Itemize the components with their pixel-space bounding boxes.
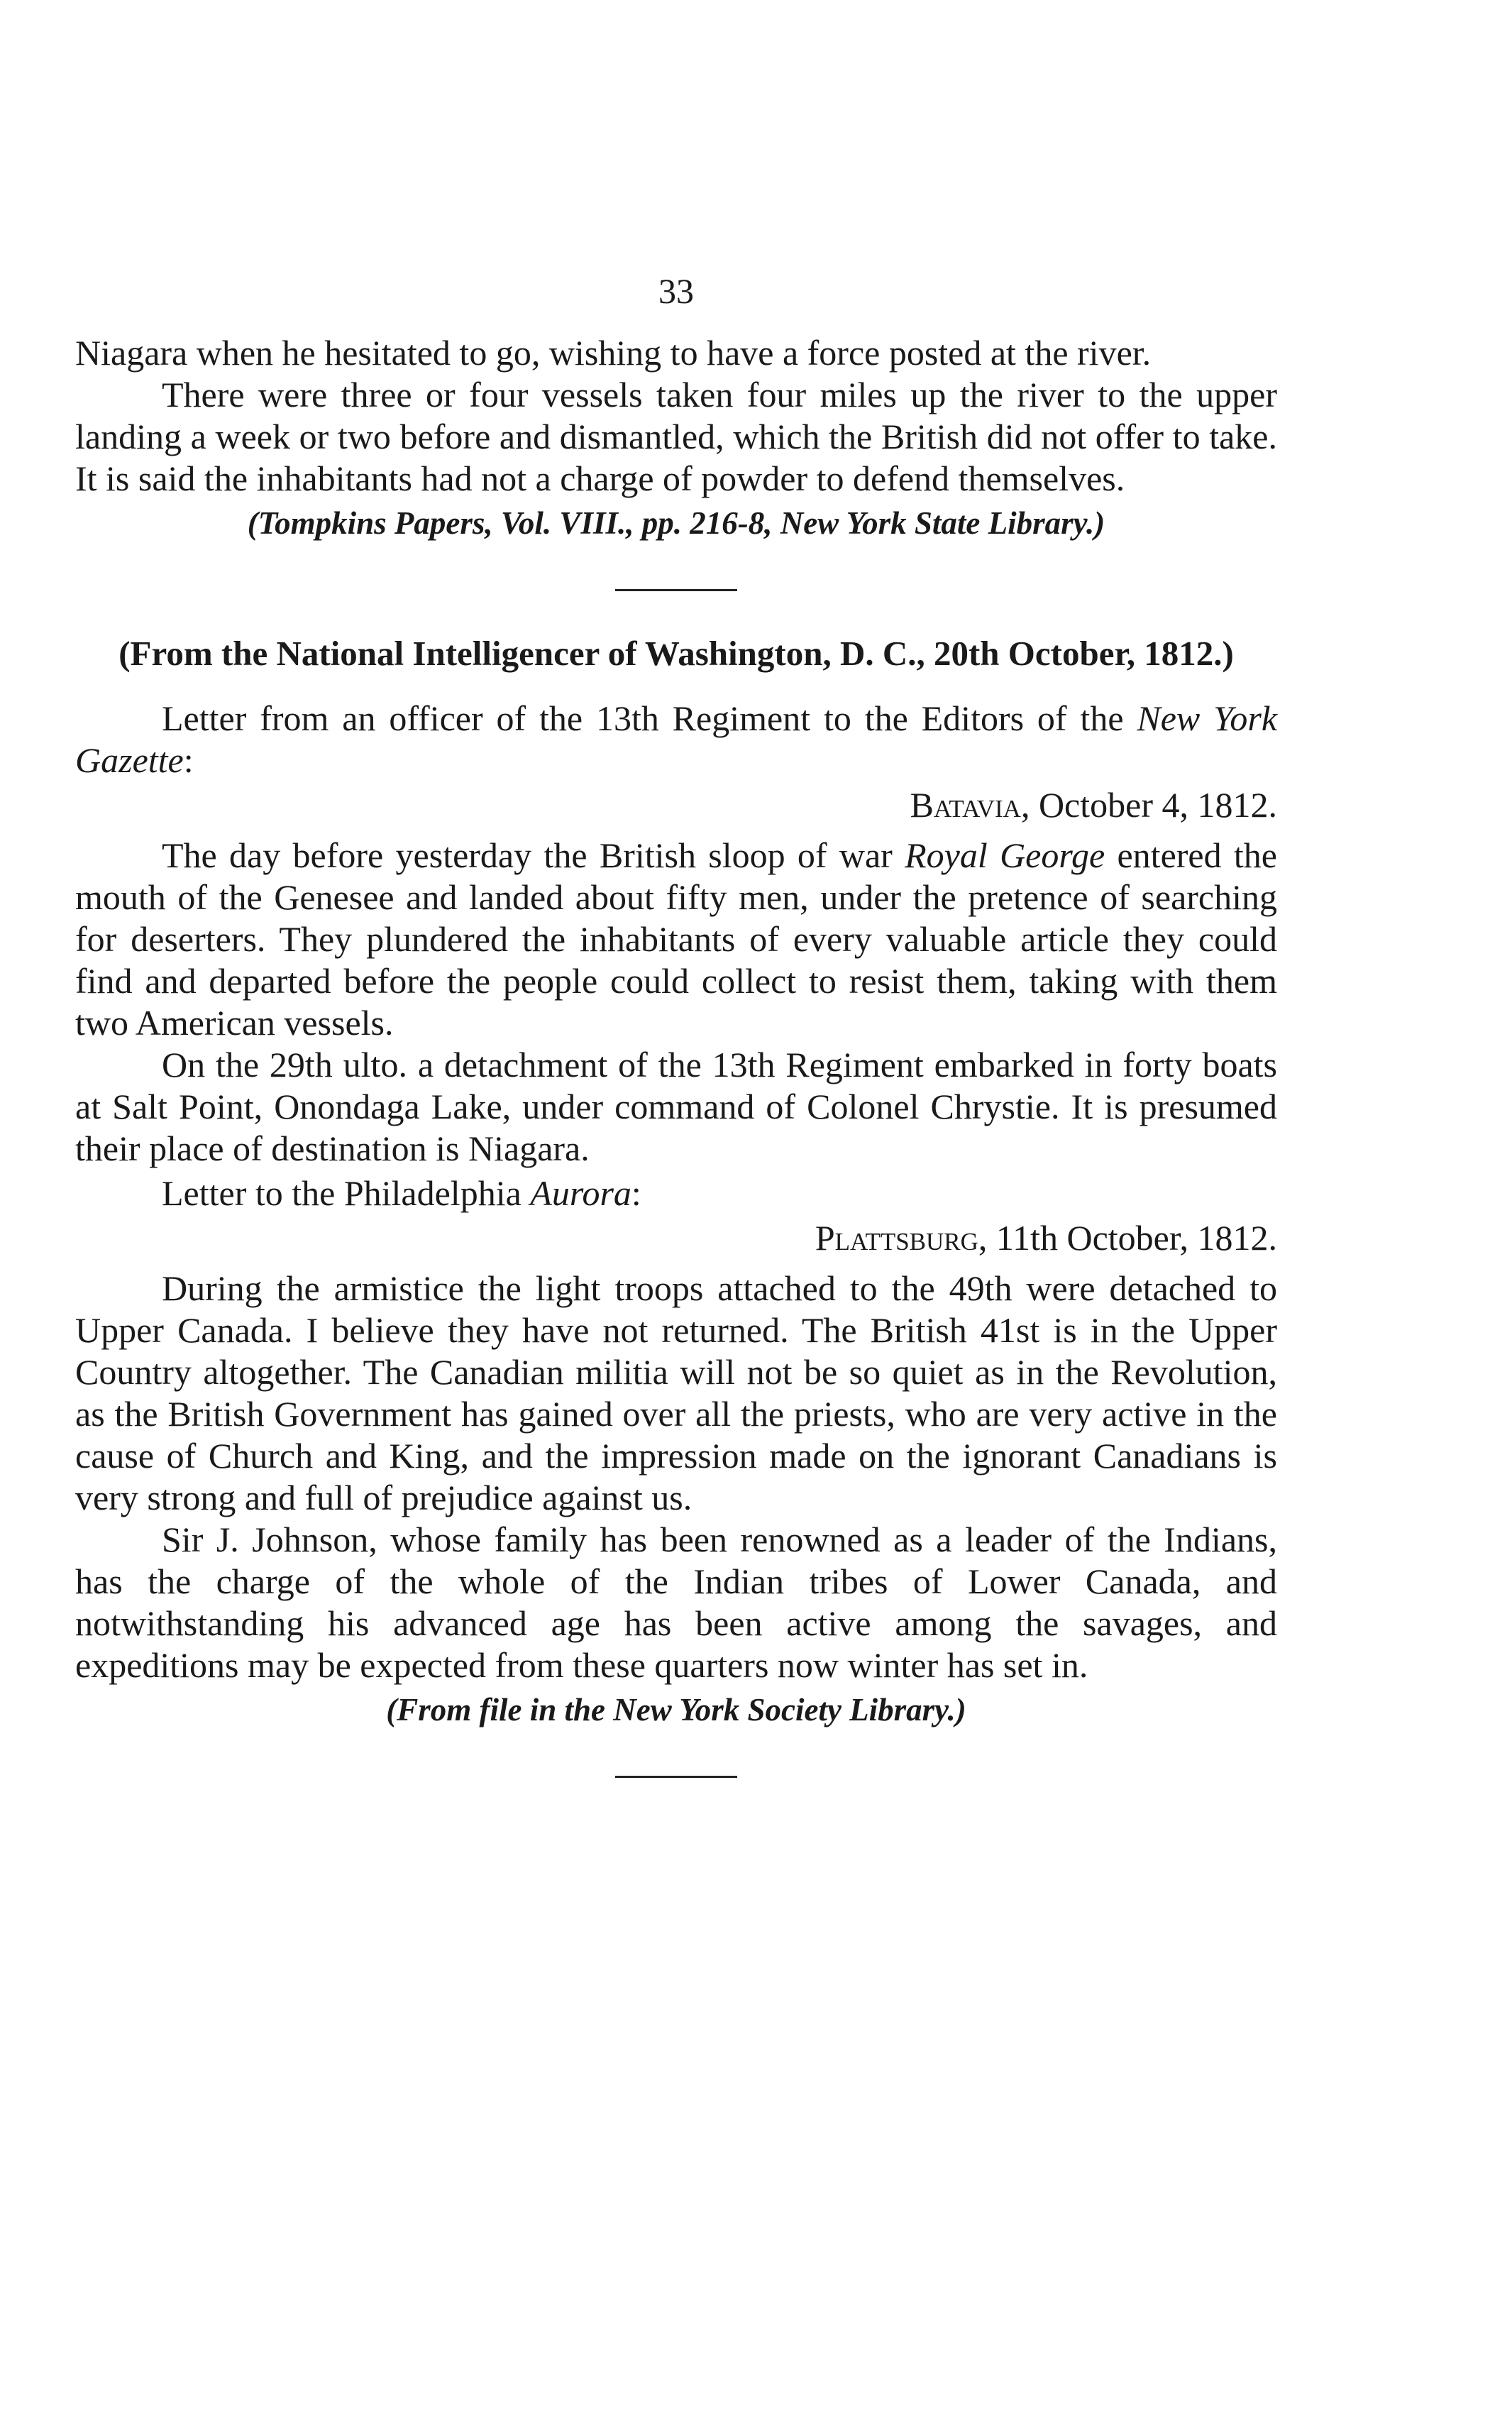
- opening-paragraph-continued: Niagara when he hesitated to go, wishing to have a force posted at the river.: [75, 333, 1152, 373]
- letter2-dateline-date: , 11th October, 1812.: [978, 1218, 1277, 1258]
- section-divider: [615, 589, 737, 591]
- citation-tompkins-papers: (Tompkins Papers, Vol. VIII., pp. 216-8, New York State Library.): [247, 505, 1105, 541]
- letter1-dateline-date: , October 4, 1812.: [1020, 785, 1277, 825]
- letter1-paragraph-detachment: On the 29th ulto. a detachment of the 13th Regiment embarked in forty boats at Salt Point, Onondaga Lake, under command of Colonel Chrystie. It is presumed their place of destination is Niagara.: [75, 1045, 1277, 1168]
- letter2-intro-text: Letter to the Philadelphia: [162, 1173, 531, 1213]
- letter1-intro-text: Letter from an officer of the 13th Regiment to the Editors of the: [162, 698, 1137, 738]
- letter2-dateline: [75, 1217, 1277, 1259]
- letter1-dateline-place: Batavia: [910, 785, 1021, 825]
- source-heading: (From the National Intelligencer of Washington, D. C., 20th October, 1812.): [118, 634, 1234, 673]
- letter2-intro-paper: Aurora: [530, 1173, 631, 1213]
- letter1-p1-start: The day before yesterday the British sloop of war: [162, 835, 905, 875]
- letter1-intro-end: :: [183, 740, 194, 780]
- letter1-p1-end: entered the mouth of the Genesee and landed about fifty men, under the pretence of searching for deserters. They plundered the inhabitants of every valuable article they could find and departed before the people could collect to resist them, taking with them two American vessels.: [75, 835, 1277, 1043]
- letter2-paragraph-armistice: During the armistice the light troops attached to the 49th were detached to Upper Canada. I believe they have not returned. The British 41st is in the Upper Country altogether. The Canadian militia will not be so quiet as in the Revolution, as the British Government has gained over all the priests, who are very active in the cause of Church and King, and the impression made on the ignorant Canadians is very strong and full of prejudice against us.: [75, 1268, 1277, 1517]
- page-number: 33: [658, 271, 694, 311]
- letter1-intro-paper: New York Gazette: [75, 698, 1278, 780]
- letter1-intro: [75, 698, 1277, 781]
- letter1-paragraph-royal-george: [75, 835, 1277, 1044]
- document-page: [75, 270, 1277, 1778]
- citation-society-library: (From file in the New York Society Library.): [386, 1692, 966, 1727]
- letter2-paragraph-johnson: Sir J. Johnson, whose family has been renowned as a leader of the Indians, has the charge of the whole of the Indian tribes of Lower Canada, and notwithstanding his advanced age has been active among the savages, and expeditions may be expected from these quarters now winter has set in.: [75, 1520, 1277, 1685]
- letter1-ship-name: Royal George: [905, 835, 1105, 875]
- letter1-dateline: [75, 784, 1277, 826]
- letter2-dateline-place: Plattsburg: [815, 1218, 978, 1258]
- opening-paragraph-vessels: There were three or four vessels taken four miles up the river to the upper landing a week or two before and dismantled, which the British did not offer to take. It is said the inhabitants had not a charge of powder to defend themselves.: [75, 375, 1277, 498]
- letter2-intro-end: :: [631, 1173, 641, 1213]
- letter2-intro: [75, 1172, 1277, 1214]
- section-divider-bottom: [615, 1776, 737, 1778]
